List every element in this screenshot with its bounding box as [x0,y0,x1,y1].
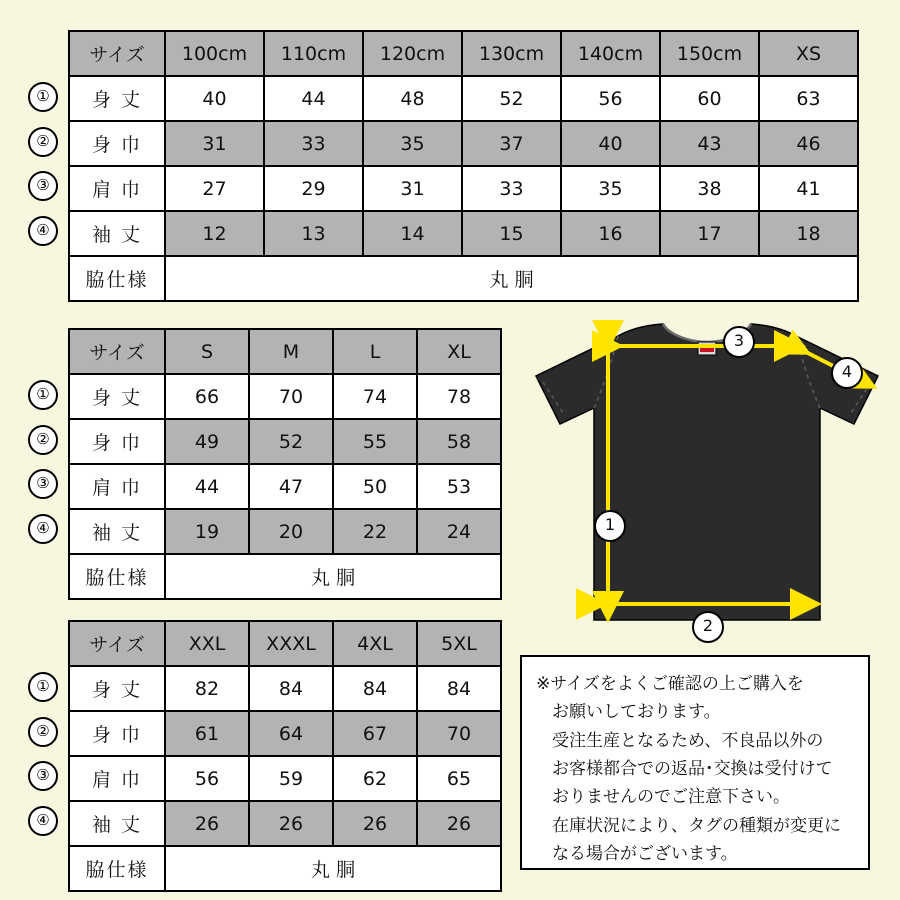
table-row [69,711,501,756]
table-cell: 60 [660,76,759,121]
column-header: 120cm [363,31,462,76]
callout-3: 3 [723,326,755,358]
table-cell: 17 [660,211,759,256]
table-cell: 31 [363,166,462,211]
table-cell: 44 [264,76,363,121]
notice-line: なる場合がございます。 [552,844,738,865]
table-cell: 56 [165,756,249,801]
table-cell: 26 [333,801,417,846]
row-label: 身 巾 [69,711,165,756]
callout-2: 2 [692,611,724,643]
table-cell: 29 [264,166,363,211]
column-header: XXXL [249,621,333,666]
table-cell: 62 [333,756,417,801]
callout-4: 4 [831,357,863,389]
table-cell: 65 [417,756,501,801]
row-marker-4: ④ [28,806,58,836]
table-cell: 22 [333,509,417,554]
column-header: 5XL [417,621,501,666]
row-label: 身 巾 [69,121,165,166]
table-cell: 49 [165,419,249,464]
table-cell: 31 [165,121,264,166]
table-cell: 63 [759,76,858,121]
table-cell: 84 [417,666,501,711]
table-row [69,464,501,509]
table-cell: 41 [759,166,858,211]
table-header-row [69,621,501,666]
table-cell: 26 [417,801,501,846]
table-header-row [69,31,858,76]
row-marker-2: ② [28,717,58,747]
table-header-row [69,329,501,374]
row-label: 身 丈 [69,374,165,419]
table-row [69,121,858,166]
notice-line: ※サイズをよくご確認の上ご購入を [536,674,804,694]
row-label: 身 丈 [69,76,165,121]
table-cell: 64 [249,711,333,756]
table-cell: 67 [333,711,417,756]
notice-line: 受注生産となるため、不良品以外の [552,730,824,751]
column-header: M [249,329,333,374]
table-cell: 70 [249,374,333,419]
row-marker-1: ① [28,82,58,112]
table-cell: 14 [363,211,462,256]
column-header: XL [417,329,501,374]
row-label: 袖 丈 [69,509,165,554]
table-cell: 丸 胴 [165,256,858,301]
table-cell: 24 [417,509,501,554]
column-header: サイズ [69,31,165,76]
table-cell: 40 [165,76,264,121]
table-cell: 78 [417,374,501,419]
table-cell: 38 [660,166,759,211]
column-header: サイズ [69,329,165,374]
row-label: 身 巾 [69,419,165,464]
column-header: 4XL [333,621,417,666]
column-header: L [333,329,417,374]
table-cell: 61 [165,711,249,756]
table-cell: 55 [333,419,417,464]
row-label: 肩 巾 [69,166,165,211]
column-header: S [165,329,249,374]
row-label: 袖 丈 [69,801,165,846]
row-marker-3: ③ [28,171,58,201]
row-marker-2: ② [28,425,58,455]
t-shirt-measurement-diagram [520,320,895,645]
column-header: XS [759,31,858,76]
table-cell: 16 [561,211,660,256]
table-cell: 44 [165,464,249,509]
table-cell: 52 [462,76,561,121]
table-cell: 56 [561,76,660,121]
table-cell: 13 [264,211,363,256]
row-label: 脇仕様 [69,846,165,891]
row-label: 肩 巾 [69,464,165,509]
row-marker-3: ③ [28,761,58,791]
kids-size-table-wrapper [36,30,859,302]
table-row [69,374,501,419]
table-row [69,801,501,846]
column-header: 100cm [165,31,264,76]
column-header: 110cm [264,31,363,76]
table-cell: 70 [417,711,501,756]
table-cell: 27 [165,166,264,211]
table-cell: 35 [561,166,660,211]
table-cell: 59 [249,756,333,801]
table-row [69,211,858,256]
notice-line: お客様都合での返品･交換は受付けて [552,759,833,780]
table-cell: 丸 胴 [165,554,501,599]
table-row [69,666,501,711]
row-marker-3: ③ [28,469,58,499]
table-cell: 40 [561,121,660,166]
table-cell: 46 [759,121,858,166]
table-cell: 18 [759,211,858,256]
large-size-table [68,620,502,892]
table-cell: 84 [249,666,333,711]
purchase-notice-box [520,655,870,870]
table-cell: 53 [417,464,501,509]
column-header: XXL [165,621,249,666]
table-cell: 82 [165,666,249,711]
table-cell: 84 [333,666,417,711]
table-cell: 35 [363,121,462,166]
adult-size-table-wrapper [36,328,502,600]
table-cell: 74 [333,374,417,419]
row-label: 身 丈 [69,666,165,711]
table-cell: 26 [165,801,249,846]
row-label: 肩 巾 [69,756,165,801]
table-cell: 48 [363,76,462,121]
callout-1: 1 [594,510,626,542]
table-cell: 43 [660,121,759,166]
table-cell: 47 [249,464,333,509]
kids-size-table [68,30,859,302]
table-cell: 52 [249,419,333,464]
row-marker-1: ① [28,380,58,410]
row-marker-1: ① [28,672,58,702]
table-row [69,166,858,211]
table-row [69,756,501,801]
notice-line: 在庫状況により、タグの種類が変更に [552,815,841,836]
large-size-table-wrapper [36,620,502,892]
table-cell: 19 [165,509,249,554]
notice-line: おりませんのでご注意下さい。 [552,787,790,808]
table-row [69,509,501,554]
shirt-body-shape [536,324,878,620]
table-footer-row [69,554,501,599]
adult-size-table [68,328,502,600]
table-cell: 33 [264,121,363,166]
row-label: 脇仕様 [69,554,165,599]
table-cell: 50 [333,464,417,509]
notice-line: お願いしております。 [552,702,721,723]
row-marker-4: ④ [28,216,58,246]
table-cell: 15 [462,211,561,256]
table-cell: 26 [249,801,333,846]
table-cell: 66 [165,374,249,419]
table-footer-row [69,256,858,301]
table-cell: 58 [417,419,501,464]
row-label: 脇仕様 [69,256,165,301]
table-footer-row [69,846,501,891]
table-cell: 丸 胴 [165,846,501,891]
column-header: 140cm [561,31,660,76]
table-cell: 33 [462,166,561,211]
table-cell: 20 [249,509,333,554]
row-label: 袖 丈 [69,211,165,256]
table-cell: 12 [165,211,264,256]
table-cell: 37 [462,121,561,166]
row-marker-2: ② [28,127,58,157]
table-row [69,76,858,121]
column-header: 130cm [462,31,561,76]
column-header: サイズ [69,621,165,666]
column-header: 150cm [660,31,759,76]
table-row [69,419,501,464]
row-marker-4: ④ [28,514,58,544]
